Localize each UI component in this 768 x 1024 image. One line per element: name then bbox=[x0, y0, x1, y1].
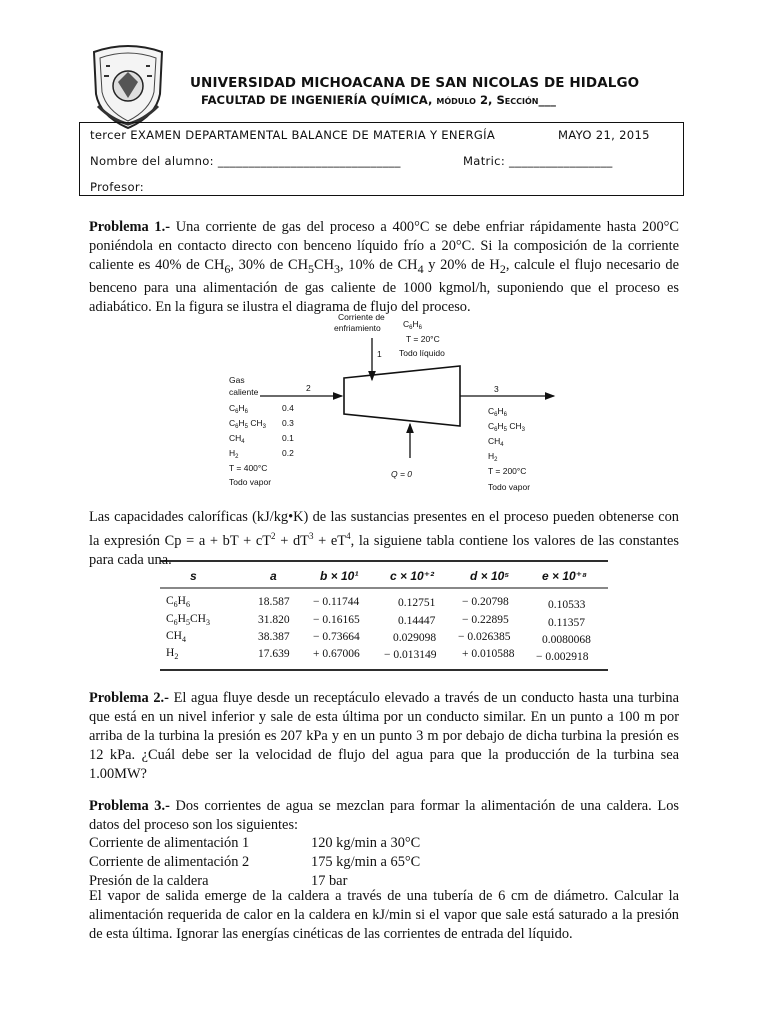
table-cell: − 0.026385 bbox=[458, 631, 511, 643]
feed-2-label: Corriente de alimentación 2 bbox=[89, 854, 250, 870]
feed-2-value: 175 kg/min a 65°C bbox=[311, 854, 421, 870]
table-cell: 18.587 bbox=[258, 596, 290, 608]
cp-exponent: 2 bbox=[271, 531, 276, 541]
table-cell: 0.12751 bbox=[398, 597, 436, 609]
problem-1-part: Una corriente de gas del proceso a 400°C se debe enfriar rápidamente hasta 200°C poniéndola en contacto directo con benceno líquido frío a 20°C. Si la composición de la corriente caliente es 40% de C bbox=[89, 219, 679, 273]
quench-tank bbox=[344, 366, 460, 426]
faculty-name: FACULTAD DE INGENIERÍA QUÍMICA, bbox=[201, 93, 437, 107]
problem-3-body: Dos corrientes de agua se mezclan para formar la alimentación de una caldera. Los datos del proceso son los siguientes: bbox=[89, 798, 679, 833]
feed-fraction: 0.2 bbox=[282, 448, 294, 458]
cooling-label-1: Corriente de bbox=[338, 312, 385, 322]
problem-3-closing: El vapor de salida emerge de la caldera a través de una tubería de 6 cm de diámetro. Calcular la alimentación requerida de calor en la caldera en kJ/min si el vapor que sale está saturado a la presión de esta última. Ignorar las energías cinéticas de las corrientes de entrada del líquido. bbox=[89, 888, 679, 942]
table-cell: + 0.67006 bbox=[313, 648, 360, 660]
header-b: b × 10¹ bbox=[320, 569, 359, 583]
university-crest bbox=[88, 42, 168, 130]
cooling-phase: Todo líquido bbox=[399, 348, 445, 358]
table-cell: − 0.20798 bbox=[462, 596, 509, 608]
stream-2-label: 2 bbox=[306, 383, 311, 393]
problem-1-part: , 10% de CH bbox=[339, 257, 418, 273]
header-e: e × 10⁺⁸ bbox=[542, 569, 588, 583]
table-row bbox=[166, 630, 591, 646]
problem-2-heading: Problema 2.- bbox=[89, 690, 169, 706]
cp-text-part: + dT bbox=[275, 532, 309, 549]
svg-text:H2: $H_2$ bbox=[229, 448, 239, 460]
problem-1-text: Problema 1.- Una corriente de gas del proceso a 400°C se debe enfriar rápidamente hasta 200°C poniéndola en contacto directo con benceno líquido frío a 20°C. Si la composición de la corriente caliente es 40% de $CH_6$, 30% de $CH_5CH_3$, 10% de $CH_4$ y 20% de $H_2$, calcule el flujo necesario de benceno para una alimentación de gas caliente de 1000 kgmol/h, suponiendo que el proceso es adiabático. En la figura se ilustra el diagrama de flujo del proceso. bbox=[89, 219, 679, 315]
table-cell: 0.14447 bbox=[398, 615, 436, 627]
table-cell: − 0.73664 bbox=[313, 631, 360, 643]
table-cell: 31.820 bbox=[258, 614, 290, 626]
header-d: d × 10⁵ bbox=[470, 569, 510, 583]
svg-text:CH4: $CH_4$ bbox=[166, 630, 186, 644]
faculty-title bbox=[201, 93, 556, 107]
svg-text:C6H5 CH3: $C_6H_5$ $CH_3$ bbox=[488, 421, 525, 433]
outlet-temp: T = 200°C bbox=[488, 466, 527, 476]
table-cell: − 0.11744 bbox=[313, 596, 360, 608]
problem-2-body: El agua fluye desde un receptáculo elevado a través de un conducto hasta una turbina que está en un nivel inferior y sale de esta última por un conducto similar. En un punto a 100 m por arriba de la turbina la presión es 207 kPa y en un punto 3 m por debajo de dicha turbina la presión es 12 kPa. ¿Cuál debe ser la velocidad de flujo del agua para que la producción de la turbina sea 1.00MW? bbox=[89, 690, 679, 782]
table-cell: 0.10533 bbox=[548, 599, 586, 611]
svg-text:H2: $H_2$ bbox=[166, 647, 179, 661]
svg-text:C6H5 CH3: $C_6H_5$ $CH_3$ bbox=[229, 418, 266, 430]
boiler-pressure-value: 17 bar bbox=[311, 873, 348, 889]
table-cell: 0.029098 bbox=[393, 632, 437, 644]
matric-field[interactable]: Matric: _________________ bbox=[463, 154, 613, 168]
boiler-pressure-label: Presión de la caldera bbox=[89, 873, 209, 889]
table-cell: − 0.22895 bbox=[462, 614, 509, 626]
table-cell: 0.11357 bbox=[548, 617, 585, 629]
problem-1-part: , 30% de C bbox=[230, 257, 298, 273]
cooling-temp: T = 20°C bbox=[406, 334, 440, 344]
svg-text:CH4: $CH_4$ bbox=[229, 433, 245, 445]
feed-fraction: 0.1 bbox=[282, 433, 294, 443]
feed-phase: Todo vapor bbox=[229, 477, 272, 487]
feed-1-value: 120 kg/min a 30°C bbox=[311, 835, 421, 851]
outlet-composition bbox=[488, 406, 526, 463]
table-cell: 38.387 bbox=[258, 631, 290, 643]
stream-1-label: 1 bbox=[377, 349, 382, 359]
table-row bbox=[166, 595, 586, 611]
cp-exponent: 3 bbox=[308, 531, 314, 541]
table-row bbox=[166, 647, 589, 663]
gas-label-2: caliente bbox=[229, 387, 259, 397]
feed-fraction: 0.4 bbox=[282, 403, 294, 413]
table-cell: − 0.16165 bbox=[313, 614, 360, 626]
svg-text:CH4: $CH_4$ bbox=[488, 436, 504, 448]
module-section: módulo 2, Sección___ bbox=[436, 93, 556, 107]
problem-1-part: y 20% de H bbox=[423, 257, 500, 273]
cp-exponent: 4 bbox=[346, 531, 351, 541]
table-cell: − 0.013149 bbox=[384, 649, 437, 661]
svg-text:C6H6: $C_6H_6$ bbox=[488, 406, 507, 418]
cp-text-part: + eT bbox=[313, 532, 347, 549]
table-row bbox=[166, 613, 585, 629]
exam-header-box bbox=[79, 122, 684, 196]
svg-text:H2: $H_2$ bbox=[488, 451, 498, 463]
stream-3-label: 3 bbox=[494, 384, 499, 394]
exam-date: MAYO 21, 2015 bbox=[558, 128, 650, 142]
svg-text:C6H6: $C_6H_6$ bbox=[166, 595, 190, 609]
svg-text:C6H5CH3: $C_6H_5CH_3$ bbox=[166, 613, 210, 627]
problem-1-heading: Problema 1.- bbox=[89, 219, 171, 235]
header-c: c × 10⁺² bbox=[390, 569, 435, 583]
table-cell: 17.639 bbox=[258, 648, 290, 660]
problem-2-text bbox=[89, 689, 679, 784]
header-s: s bbox=[190, 569, 197, 583]
exam-title: tercer EXAMEN DEPARTAMENTAL BALANCE DE MATERIA Y ENERGÍA bbox=[90, 128, 496, 142]
problem-3-heading: Problema 3.- bbox=[89, 798, 170, 814]
problem-1-part: , calcule el flujo necesario de benceno para una alimentación de gas caliente de 1000 kgmol/h, suponiendo que el proceso es adiabático. En la figura se ilustra el diagrama de flujo del proceso. bbox=[89, 257, 679, 315]
professor-field[interactable]: Profesor: bbox=[90, 180, 144, 194]
student-name-field[interactable]: Nombre del alumno: ______________________________ bbox=[90, 154, 401, 168]
cp-text-part: Las capacidades caloríficas (kJ/kg•K) de las sustancias presentes en el proceso pueden obtenerse con la expresión Cp = a + bT + cT bbox=[89, 509, 679, 549]
header-a: a bbox=[270, 569, 277, 583]
table-cell: 0.0080068 bbox=[542, 634, 591, 646]
feed-composition bbox=[229, 403, 294, 460]
cp-text-part: , la siguiene tabla contiene los valores de las constantes para cada una. bbox=[89, 532, 679, 568]
feed-1-label: Corriente de alimentación 1 bbox=[89, 835, 250, 851]
cooling-label-2: enfriamiento bbox=[334, 323, 381, 333]
process-flow-diagram bbox=[220, 308, 560, 498]
cooling-species: $C_6H_6$ bbox=[403, 319, 422, 331]
cp-constants-table bbox=[160, 560, 608, 672]
outlet-phase: Todo vapor bbox=[488, 482, 531, 492]
svg-text:C6H6: $C_6H_6$ bbox=[229, 403, 248, 415]
table-cell: + 0.010588 bbox=[462, 648, 515, 660]
table-cell: − 0.002918 bbox=[536, 651, 589, 663]
gas-label-1: Gas bbox=[229, 375, 245, 385]
problem-3-intro bbox=[89, 797, 679, 835]
heat-label: Q = 0 bbox=[391, 469, 413, 479]
feed-temp: T = 400°C bbox=[229, 463, 268, 473]
feed-fraction: 0.3 bbox=[282, 418, 294, 428]
university-title: UNIVERSIDAD MICHOACANA DE SAN NICOLAS DE HIDALGO bbox=[190, 75, 640, 91]
